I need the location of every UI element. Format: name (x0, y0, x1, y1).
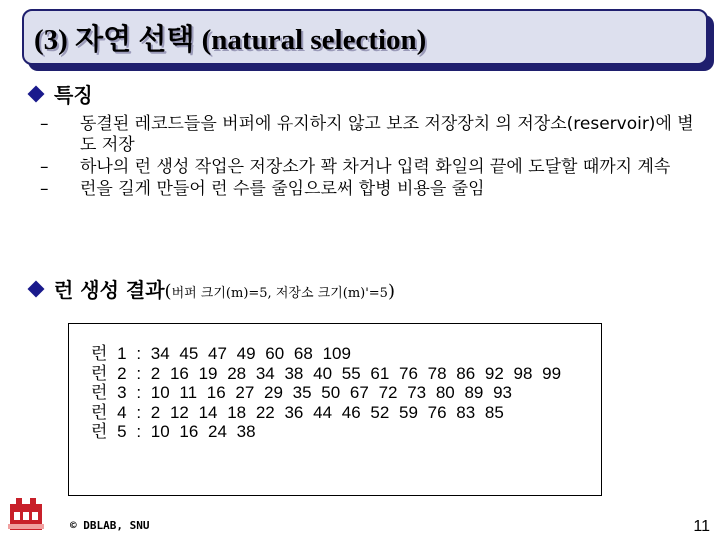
run-result-box (68, 323, 602, 496)
list-item-text: 하나의 런 생성 작업은 저장소가 꽉 차거나 입력 화일의 끝에 도달할 때까지 계속 (80, 157, 671, 177)
dash-marker: – (40, 157, 49, 177)
feature-list (40, 114, 700, 201)
paren-open: ( (164, 281, 172, 302)
run-line: 런 3 : 10 11 16 27 29 35 50 67 72 73 80 89 93 (91, 383, 513, 402)
diamond-bullet-icon (28, 281, 45, 298)
section-heading-features: 특징 (54, 83, 93, 107)
run-line: 런 1 : 34 45 47 49 60 68 109 (91, 344, 351, 363)
page-title: (3) 자연 선택 (natural selection) (34, 23, 427, 56)
list-item (40, 157, 700, 178)
dash-marker: – (40, 179, 49, 199)
run-list (91, 344, 601, 442)
list-item (40, 179, 700, 200)
section-heading-results (54, 274, 395, 303)
list-item-text: 런을 길게 만들어 런 수를 줄임으로써 합병 비용을 줄임 (80, 179, 485, 199)
run-line: 런 4 : 2 12 14 18 22 36 44 46 52 59 76 83 85 (91, 402, 504, 422)
paren-close: ) (387, 281, 395, 302)
lab-logo-icon (2, 490, 50, 538)
list-item (40, 114, 700, 156)
list-item-text: 동결된 레코드들을 버퍼에 유지하지 않고 보조 저장장치 의 저장소(reservoir)에 별도 저장 (80, 114, 694, 155)
footer-copyright: © DBLAB, SNU (70, 519, 150, 532)
run-line: 런 2 : 2 16 19 28 34 38 40 55 61 76 78 86 92 98 99 (91, 363, 562, 383)
results-note: 버퍼 크기(m)=5, 저장소 크기(m)'=5 (171, 286, 388, 301)
title-box (22, 9, 708, 65)
run-line: 런 5 : 10 16 24 38 (91, 422, 256, 441)
diamond-bullet-icon (28, 86, 45, 103)
results-heading-text: 런 생성 결과 (54, 278, 165, 302)
page-number: 11 (693, 518, 710, 535)
dash-marker: – (40, 114, 49, 134)
